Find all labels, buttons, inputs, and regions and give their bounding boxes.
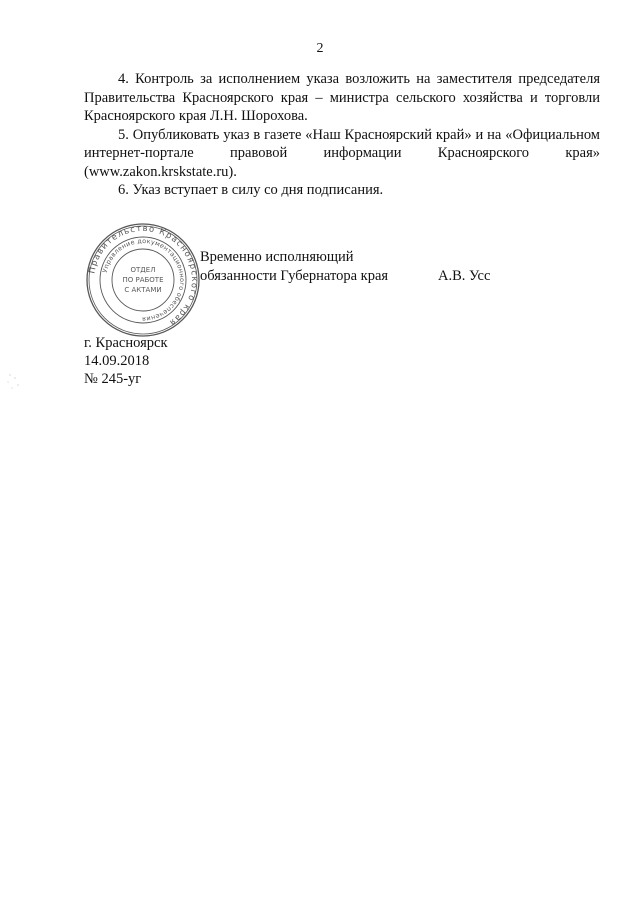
footer-number: № 245-уг	[84, 371, 142, 387]
footer-date: 14.09.2018	[84, 353, 150, 369]
paragraph-control: 4. Контроль за исполнением указа возложить на заместителя председателя Правительства Красноярского края – министра сельского хозяйства и торговли Красноярского края Л.Н. Шорохова.	[84, 71, 600, 124]
scan-artifact	[6, 372, 24, 392]
footer-city: г. Красноярск	[84, 335, 168, 351]
document-footer	[84, 334, 168, 388]
paragraph-effective: 6. Указ вступает в силу со дня подписания.	[118, 182, 384, 198]
svg-text:ОТДЕЛ: ОТДЕЛ	[130, 266, 156, 274]
signatory-title-line2: обязанности Губернатора края	[200, 268, 389, 284]
page-number: 2	[316, 41, 324, 56]
stamp-seal-graphic	[85, 222, 201, 338]
signatory-title-line1: Временно исполняющий	[200, 249, 354, 265]
signatory-title	[200, 248, 388, 286]
signatory-name: А.В. Усс	[438, 268, 491, 284]
svg-text:С АКТАМИ: С АКТАМИ	[124, 286, 162, 294]
official-stamp	[85, 222, 201, 338]
document-body	[84, 70, 600, 200]
svg-text:Правительство Красноярского кр: Правительство Красноярского края	[86, 222, 201, 329]
paragraph-publish: 5. Опубликовать указ в газете «Наш Красноярский край» и на «Официальном интернет-портале правовой информации Красноярского края» (www.zakon.krskstate.ru).	[84, 126, 600, 180]
svg-text:ПО РАБОТЕ: ПО РАБОТЕ	[122, 276, 164, 284]
svg-text:Управление документационного о: Управление документационного обеспечения	[100, 236, 187, 324]
